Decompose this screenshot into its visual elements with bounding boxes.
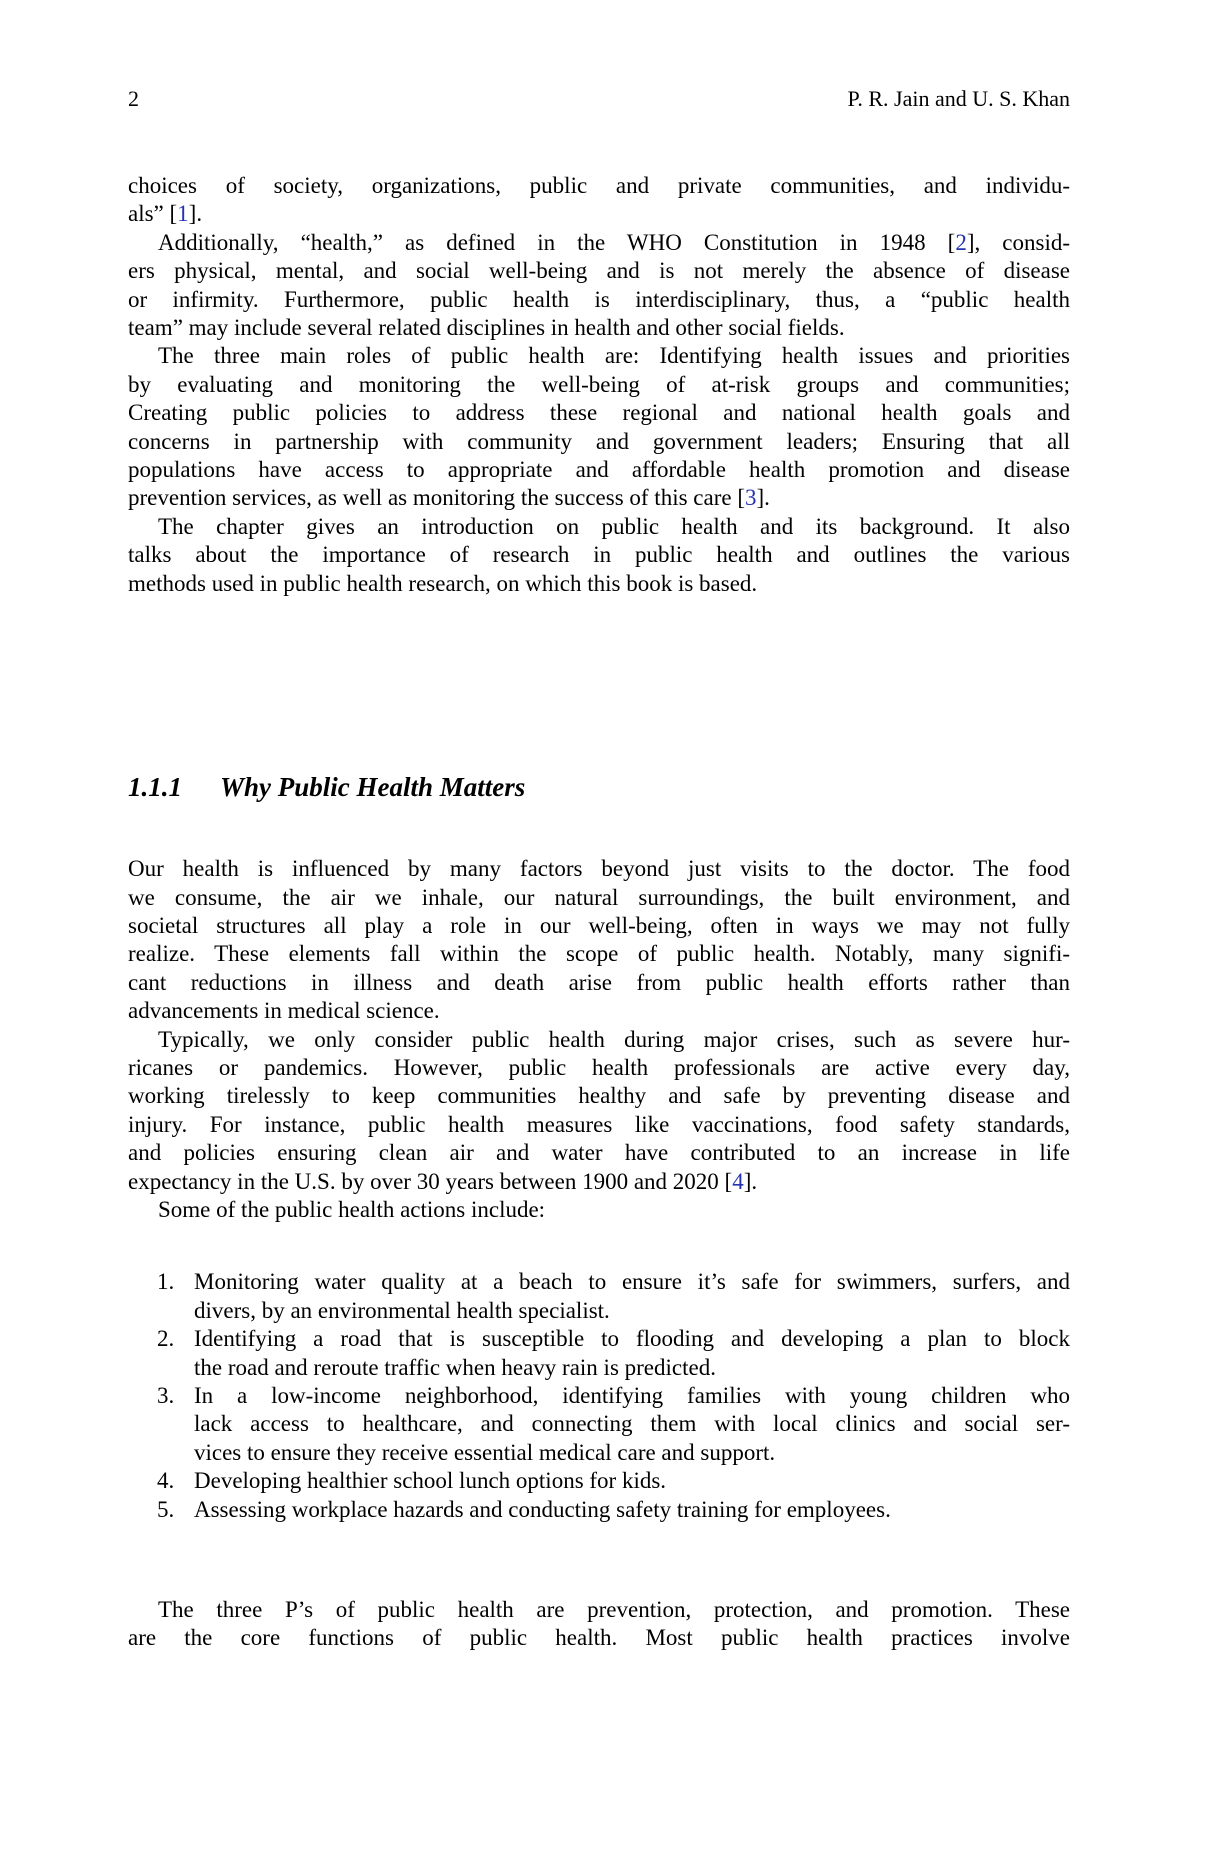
running-head: P. R. Jain and U. S. Khan: [847, 86, 1070, 111]
text-line: [128, 1168, 1070, 1196]
list-item-number: 3.: [157, 1383, 175, 1408]
paragraph-health-factors: [128, 855, 1070, 1025]
text-span: prevention services, as well as monitoring the success of this care [: [128, 485, 745, 511]
text-span: als” [: [128, 201, 178, 227]
paragraph-three-roles: [128, 342, 1070, 512]
body-text: [128, 172, 1070, 1653]
paragraph-three-ps: [128, 1596, 1070, 1653]
citation-ref-4[interactable]: 4: [732, 1168, 744, 1194]
text-line: realize. These elements fall within the scope of public health. Notably, many signifi-: [128, 941, 1070, 967]
text-line: lack access to healthcare, and connecting them with local clinics and social ser-: [194, 1411, 1070, 1437]
text-span: ].: [756, 485, 770, 511]
text-line: Monitoring water quality at a beach to ensure it’s safe for swimmers, surfers, and: [194, 1269, 1070, 1295]
text-line: Our health is influenced by many factors beyond just visits to the doctor. The food: [128, 856, 1070, 882]
text-line: the road and reroute traffic when heavy rain is predicted.: [194, 1354, 716, 1380]
text-span: expectancy in the U.S. by over 30 years between 1900 and 2020 [: [128, 1168, 733, 1194]
text-line: we consume, the air we inhale, our natural surroundings, the built environment, and: [128, 884, 1070, 910]
list-item-number: 1.: [157, 1269, 175, 1295]
list-item-number: 2.: [157, 1326, 175, 1352]
list-item: [128, 1325, 1070, 1382]
text-line: by evaluating and monitoring the well-being of at-risk groups and communities;: [128, 371, 1070, 397]
text-span: ].: [743, 1168, 758, 1194]
text-line: and policies ensuring clean air and water have contributed to an increase in life: [128, 1140, 1070, 1166]
citation-ref-2[interactable]: 2: [955, 229, 967, 255]
text-span: ], consid-: [966, 229, 1070, 255]
text-line: In a low-income neighborhood, identifying families with young children who: [194, 1383, 1070, 1408]
text-line: team” may include several related disciplines in health and other social fields.: [128, 315, 845, 341]
section-number: 1.1.1: [128, 772, 182, 803]
text-line: The chapter gives an introduction on public health and its background. It also: [158, 513, 1070, 539]
paragraph-actions-lead-in: [128, 1196, 1070, 1224]
section-title: Why Public Health Matters: [220, 772, 526, 803]
text-span: ].: [188, 201, 203, 227]
citation-ref-3[interactable]: 3: [744, 485, 757, 511]
text-line: cant reductions in illness and death arise from public health efforts rather than: [128, 969, 1070, 995]
text-line: talks about the importance of research in public health and outlines the various: [128, 542, 1070, 568]
text-line: [128, 484, 1070, 512]
section-heading: [128, 770, 1070, 804]
text-line: Some of the public health actions include:: [158, 1196, 546, 1222]
text-line: vices to ensure they receive essential medical care and support.: [194, 1439, 776, 1465]
public-health-actions-list: [128, 1268, 1070, 1524]
text-span: Additionally, “health,” as defined in the WHO Constitution in 1948 [: [158, 229, 956, 255]
list-item: [128, 1467, 1070, 1495]
text-line: Typically, we only consider public health during major crises, such as severe hur-: [158, 1026, 1070, 1052]
paragraph-crises: [128, 1026, 1070, 1196]
text-line: Assessing workplace hazards and conducting safety training for employees.: [194, 1496, 891, 1522]
list-item: [128, 1382, 1070, 1467]
text-line: The three P’s of public health are prevention, protection, and promotion. These: [158, 1597, 1070, 1623]
list-item: [128, 1268, 1070, 1325]
paragraph-who-definition: [128, 229, 1070, 343]
text-line: ricanes or pandemics. However, public health professionals are active every day,: [128, 1054, 1070, 1080]
text-line: or infirmity. Furthermore, public health is interdisciplinary, thus, a “public health: [128, 286, 1070, 312]
page-header: [128, 86, 1070, 112]
text-line: populations have access to appropriate and affordable health promotion and disease: [128, 457, 1070, 483]
page-number: 2: [128, 86, 139, 111]
text-line: Developing healthier school lunch options for kids.: [194, 1468, 667, 1494]
paragraph-chapter-overview: [128, 513, 1070, 598]
text-line: societal structures all play a role in our well-being, often in ways we may not fully: [128, 912, 1070, 938]
text-line: [128, 229, 1070, 257]
text-line: Identifying a road that is susceptible to flooding and developing a plan to block: [194, 1326, 1070, 1352]
list-item-number: 5.: [157, 1496, 175, 1522]
text-line: The three main roles of public health are: Identifying health issues and priorities: [158, 343, 1070, 369]
citation-ref-1[interactable]: 1: [177, 201, 189, 227]
text-line: divers, by an environmental health specialist.: [194, 1297, 610, 1323]
text-line: are the core functions of public health. Most public health practices involve: [128, 1625, 1070, 1651]
list-item: [128, 1496, 1070, 1524]
text-line: working tirelessly to keep communities healthy and safe by preventing disease and: [128, 1083, 1070, 1109]
text-line: concerns in partnership with community and government leaders; Ensuring that all: [128, 428, 1070, 454]
text-line: injury. For instance, public health measures like vaccinations, food safety standards,: [128, 1111, 1070, 1137]
text-line: choices of society, organizations, public and private communities, and individu-: [128, 173, 1070, 198]
paragraph-intro-continuation: [128, 172, 1070, 229]
text-line: methods used in public health research, on which this book is based.: [128, 570, 758, 596]
text-line: [128, 200, 1070, 228]
text-line: advancements in medical science.: [128, 998, 440, 1024]
list-item-number: 4.: [157, 1468, 175, 1494]
text-line: ers physical, mental, and social well-being and is not merely the absence of disease: [128, 258, 1070, 284]
text-line: Creating public policies to address these regional and national health goals and: [128, 400, 1070, 426]
